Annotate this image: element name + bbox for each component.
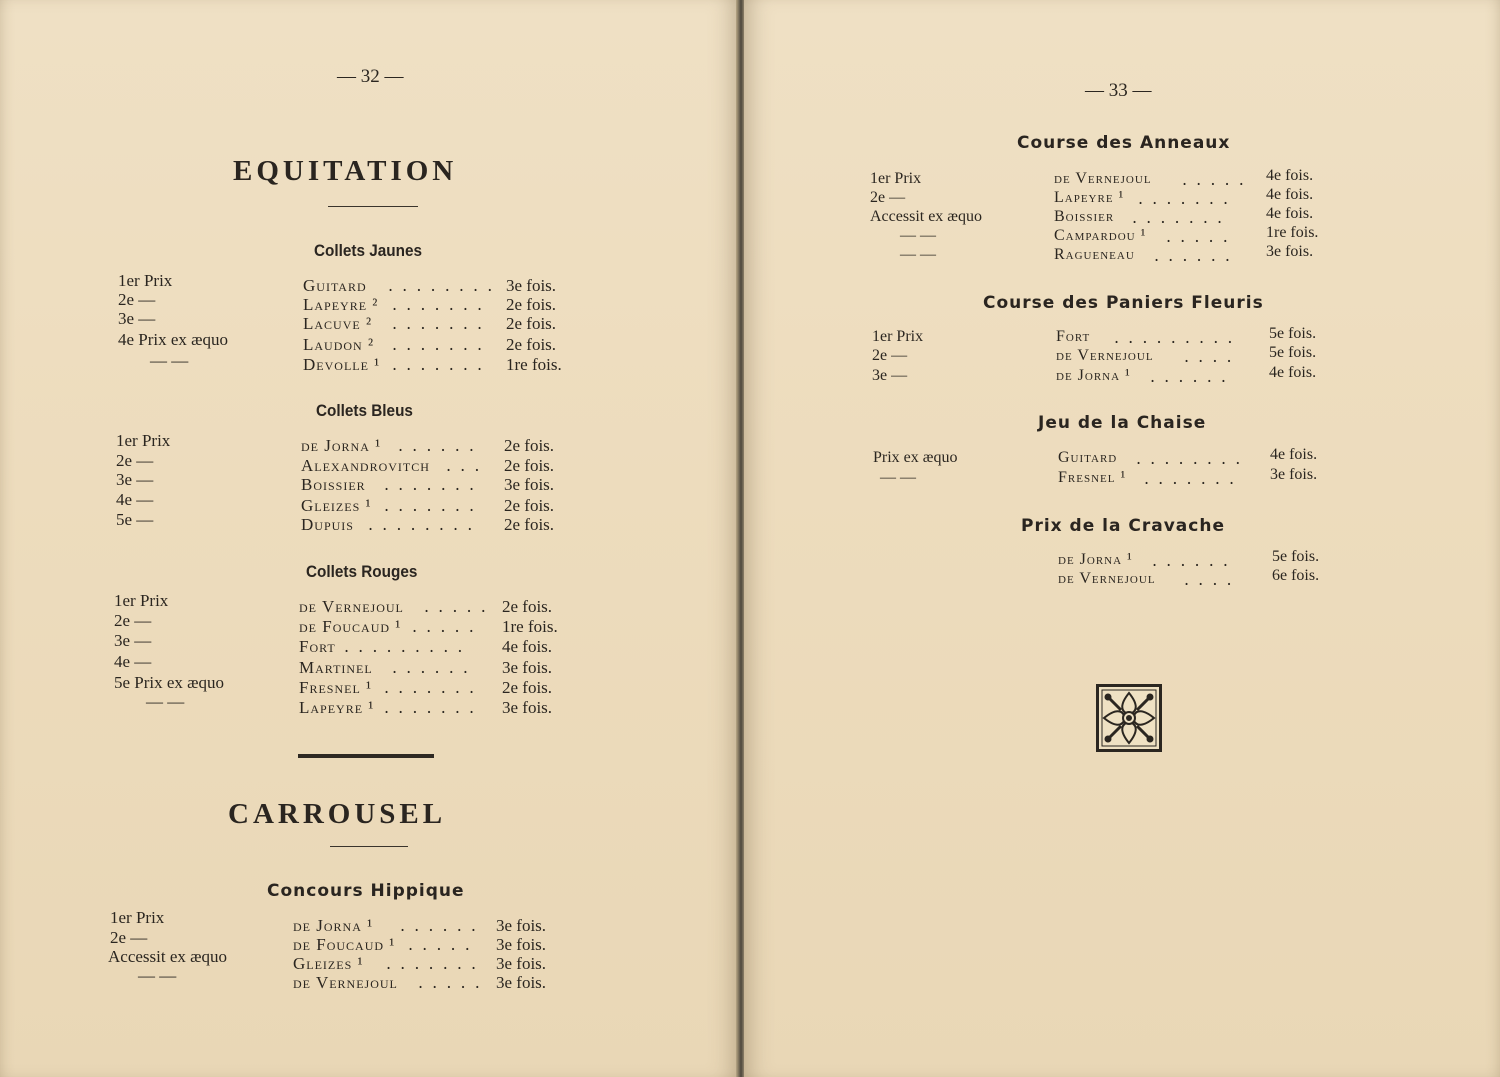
leader-dots: . . . . . . . . xyxy=(368,515,475,534)
leader-dots: . . . . . . . xyxy=(384,678,477,697)
page-number: — 33 — xyxy=(1085,80,1152,101)
times-count: 3e fois. xyxy=(502,698,553,717)
winner-name: de Foucaud ¹ xyxy=(293,935,396,954)
section-heading: Collets Bleus xyxy=(316,401,413,420)
times-count: 3e fois. xyxy=(506,276,557,295)
leader-dots: . . . . . . . xyxy=(384,475,477,494)
rank-label: — — xyxy=(900,246,936,263)
times-count: 2e fois. xyxy=(504,496,555,515)
title-rule xyxy=(328,206,418,207)
section-heading: Course des Paniers Fleuris xyxy=(983,293,1264,313)
leader-dots: . . . . . . . . . xyxy=(344,637,465,656)
times-count: 4e fois. xyxy=(1266,167,1314,184)
section-title-carrousel: CARROUSEL xyxy=(228,798,447,830)
section-heading: Jeu de la Chaise xyxy=(1038,413,1207,433)
section-heading: Collets Rouges xyxy=(306,562,418,581)
times-count: 2e fois. xyxy=(504,436,555,455)
winner-name: de Jorna ¹ xyxy=(293,916,374,935)
rank-label: 4e — xyxy=(114,652,152,671)
leader-dots: . . . . . . xyxy=(400,916,478,935)
leader-dots: . . . . . . . xyxy=(384,698,477,717)
rank-label: 3e — xyxy=(872,367,908,384)
section-divider xyxy=(298,754,434,758)
times-count: 3e fois. xyxy=(496,954,547,973)
leader-dots: . . . . . xyxy=(1182,170,1246,189)
winner-name: Fresnel ¹ xyxy=(299,678,373,697)
times-count: 2e fois. xyxy=(502,597,553,616)
times-count: 3e fois. xyxy=(502,658,553,677)
rank-label: 2e — xyxy=(870,189,906,206)
page-number: — 32 — xyxy=(337,66,404,87)
rank-label: 2e — xyxy=(110,928,148,947)
winner-name: Devolle ¹ xyxy=(303,355,381,374)
winner-name: Laudon ² xyxy=(303,335,375,354)
winner-name: Dupuis xyxy=(301,515,354,534)
times-count: 2e fois. xyxy=(504,515,555,534)
winner-name: Guitard xyxy=(1058,449,1118,466)
leader-dots: . . . . . xyxy=(408,935,472,954)
rank-label: 3e — xyxy=(114,631,152,650)
rank-label: 3e — xyxy=(116,470,154,489)
rank-label: 5e — xyxy=(116,510,154,529)
times-count: 6e fois. xyxy=(1272,567,1320,584)
winner-name: de Vernejoul xyxy=(1056,347,1154,364)
winner-name: Gleizes ¹ xyxy=(301,496,372,515)
winner-name: de Jorna ¹ xyxy=(301,436,382,455)
times-count: 2e fois. xyxy=(506,314,557,333)
leader-dots: . . . . . . . . . xyxy=(1114,328,1235,347)
leader-dots: . . . . . . xyxy=(398,436,476,455)
times-count: 4e fois. xyxy=(502,637,553,656)
winner-name: Fort xyxy=(1056,328,1091,345)
rank-label: Accessit ex æquo xyxy=(108,947,227,966)
rank-label: — — xyxy=(150,351,189,370)
times-count: 3e fois. xyxy=(1266,243,1314,260)
winner-name: Lapeyre ¹ xyxy=(1054,189,1125,206)
times-count: 3e fois. xyxy=(496,973,547,992)
leader-dots: . . . . . . . xyxy=(386,954,479,973)
rank-label: — — xyxy=(900,227,936,244)
section-heading: Concours Hippique xyxy=(267,881,465,901)
winner-name: Martinel xyxy=(299,658,373,677)
times-count: 3e fois. xyxy=(1270,466,1318,483)
leader-dots: . . . . . . . xyxy=(392,314,485,333)
winner-name: de Vernejoul xyxy=(1054,170,1152,187)
leader-dots: . . . . . . . xyxy=(392,335,485,354)
leader-dots: . . . . . . xyxy=(1152,551,1230,570)
times-count: 3e fois. xyxy=(504,475,555,494)
rank-label: 1er Prix xyxy=(116,431,171,450)
times-count: 4e fois. xyxy=(1266,186,1314,203)
winner-name: Boissier xyxy=(301,475,366,494)
rank-label: 2e — xyxy=(116,451,154,470)
left-page xyxy=(0,0,738,1077)
rosette-ornament xyxy=(1096,684,1162,752)
winner-name: de Vernejoul xyxy=(1058,570,1156,587)
rank-label: 1er Prix xyxy=(870,170,922,187)
leader-dots: . . . . . . . xyxy=(1132,208,1225,227)
rank-label: — — xyxy=(138,966,177,985)
leader-dots: . . . . . . xyxy=(1150,367,1228,386)
times-count: 2e fois. xyxy=(506,335,557,354)
winner-name: de Jorna ¹ xyxy=(1056,367,1131,384)
section-title-equitation: EQUITATION xyxy=(233,155,458,187)
leader-dots: . . . . . . . xyxy=(1138,189,1231,208)
winner-name: Guitard xyxy=(303,276,367,295)
rank-label: 4e Prix ex æquo xyxy=(118,330,229,349)
rank-label: — — xyxy=(146,692,185,711)
leader-dots: . . . . . . xyxy=(1154,246,1232,265)
leader-dots: . . . . . . . xyxy=(392,295,485,314)
rank-label: 2e — xyxy=(118,290,156,309)
winner-name: Lapeyre ¹ xyxy=(299,698,375,717)
times-count: 2e fois. xyxy=(504,456,555,475)
title-rule xyxy=(330,846,408,847)
leader-dots: . . . . . . . . xyxy=(388,276,495,295)
right-page xyxy=(744,0,1500,1077)
leader-dots: . . . . . xyxy=(418,973,482,992)
leader-dots: . . . . xyxy=(1184,570,1234,589)
leader-dots: . . . . . . . xyxy=(392,355,485,374)
winner-name: Fort xyxy=(299,637,336,656)
times-count: 4e fois. xyxy=(1270,446,1318,463)
times-count: 3e fois. xyxy=(496,935,547,954)
winner-name: Boissier xyxy=(1054,208,1115,225)
rank-label: 5e Prix ex æquo xyxy=(114,673,225,692)
times-count: 1re fois. xyxy=(502,617,558,636)
winner-name: Fresnel ¹ xyxy=(1058,469,1127,486)
winner-name: Gleizes ¹ xyxy=(293,954,364,973)
winner-name: Lapeyre ² xyxy=(303,295,379,314)
times-count: 3e fois. xyxy=(496,916,547,935)
times-count: 2e fois. xyxy=(502,678,553,697)
leader-dots: . . . xyxy=(446,456,482,475)
leader-dots: . . . . . . . xyxy=(384,496,477,515)
times-count: 4e fois. xyxy=(1269,364,1317,381)
winner-name: Ragueneau xyxy=(1054,246,1135,263)
leader-dots: . . . . . . . . xyxy=(1136,449,1243,468)
winner-name: Alexandrovitch xyxy=(301,456,430,475)
section-heading: Prix de la Cravache xyxy=(1021,516,1225,536)
rank-label: — — xyxy=(880,469,916,486)
rank-label: 1er Prix xyxy=(118,271,173,290)
leader-dots: . . . . xyxy=(1184,347,1234,366)
rank-label: 1er Prix xyxy=(114,591,169,610)
leader-dots: . . . . . xyxy=(424,597,488,616)
rank-label: 4e — xyxy=(116,490,154,509)
section-heading: Course des Anneaux xyxy=(1017,133,1231,153)
times-count: 1re fois. xyxy=(506,355,562,374)
rank-label: Prix ex æquo xyxy=(873,449,958,466)
leader-dots: . . . . . . . xyxy=(1144,469,1237,488)
section-heading: Collets Jaunes xyxy=(314,241,422,260)
times-count: 4e fois. xyxy=(1266,205,1314,222)
winner-name: Campardou ¹ xyxy=(1054,227,1147,244)
winner-name: de Vernejoul xyxy=(293,973,398,992)
times-count: 1re fois. xyxy=(1266,224,1319,241)
winner-name: de Vernejoul xyxy=(299,597,404,616)
leader-dots: . . . . . xyxy=(412,617,476,636)
leader-dots: . . . . . xyxy=(1166,227,1230,246)
leader-dots: . . . . . . xyxy=(392,658,470,677)
times-count: 5e fois. xyxy=(1269,325,1317,342)
rank-label: 2e — xyxy=(114,611,152,630)
winner-name: de Jorna ¹ xyxy=(1058,551,1133,568)
rank-label: 1er Prix xyxy=(872,328,924,345)
winner-name: Lacuve ² xyxy=(303,314,373,333)
rank-label: 3e — xyxy=(118,309,156,328)
rank-label: Accessit ex æquo xyxy=(870,208,982,225)
times-count: 5e fois. xyxy=(1269,344,1317,361)
times-count: 5e fois. xyxy=(1272,548,1320,565)
winner-name: de Foucaud ¹ xyxy=(299,617,402,636)
times-count: 2e fois. xyxy=(506,295,557,314)
rank-label: 2e — xyxy=(872,347,908,364)
rank-label: 1er Prix xyxy=(110,908,165,927)
